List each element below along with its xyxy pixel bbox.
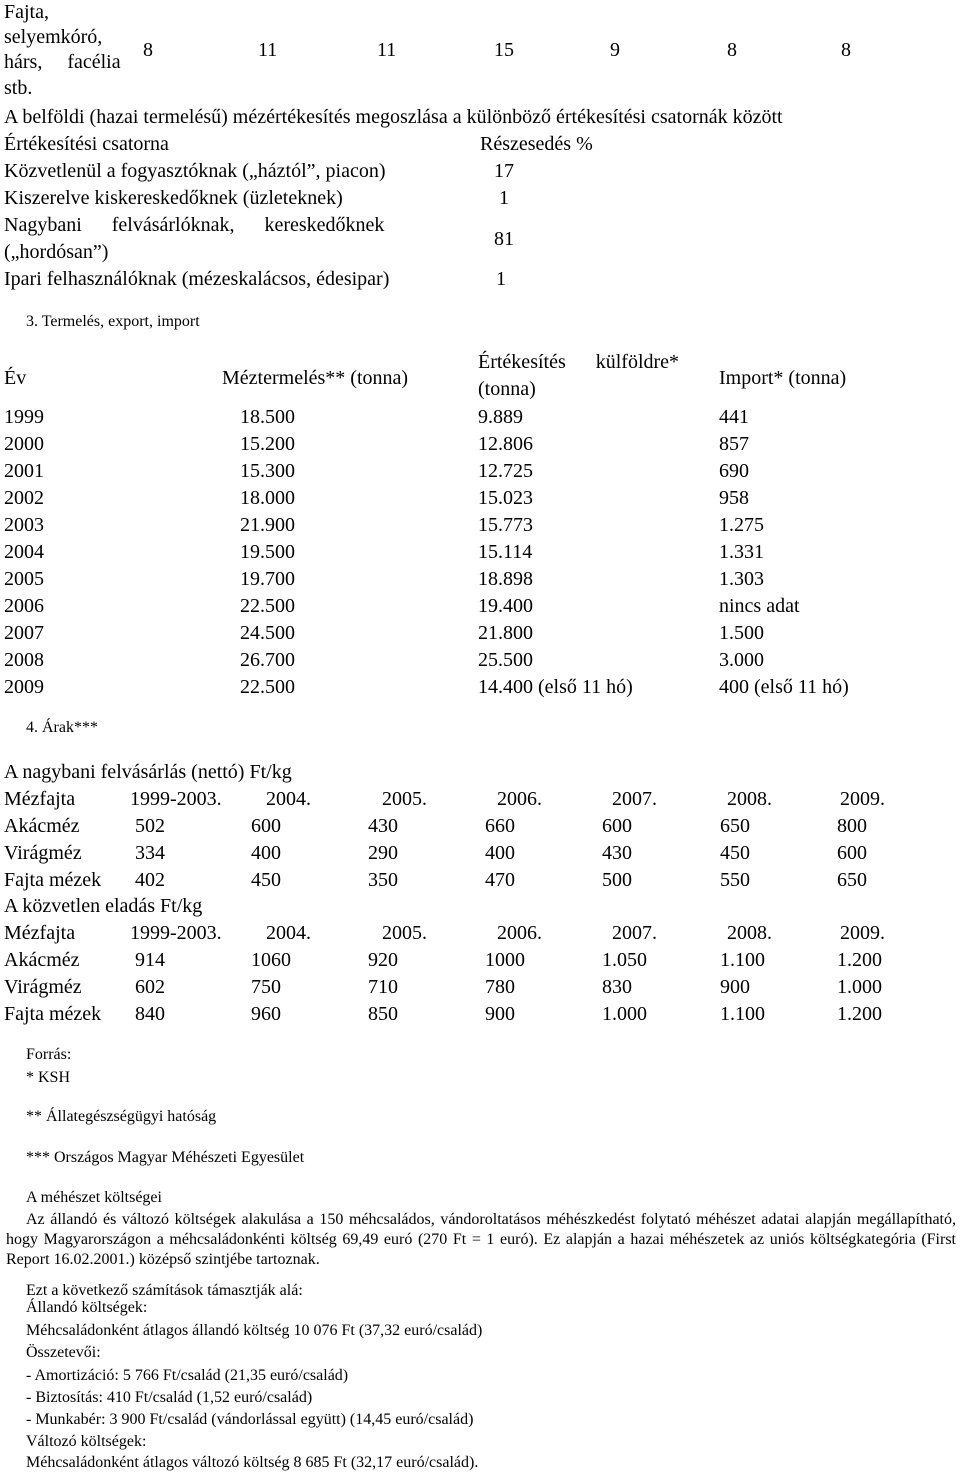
top-row-label-1: Fajta,	[4, 1, 49, 23]
production-cell: 15.200	[240, 433, 295, 455]
price-cell: 400	[485, 842, 515, 864]
price-cell: 502	[135, 815, 165, 837]
price-col-year-header: 2008.	[727, 922, 772, 944]
price-cell: 650	[837, 869, 867, 891]
top-row-label-4: stb.	[4, 77, 33, 99]
costs-line: Állandó költségek:	[26, 1299, 148, 1316]
col-year-header: Év	[4, 367, 27, 389]
price-cell: 1.100	[720, 1003, 765, 1025]
costs-line: - Munkabér: 3 900 Ft/család (vándorlással együtt) (14,45 euró/család)	[26, 1411, 474, 1428]
wholesale-title: A nagybani felvásárlás (nettó) Ft/kg	[4, 761, 292, 783]
costs-line: - Amortizáció: 5 766 Ft/család (21,35 euró/család)	[26, 1367, 349, 1384]
price-cell: 1000	[485, 949, 525, 971]
import-cell: 441	[719, 406, 749, 428]
price-cell: 600	[837, 842, 867, 864]
costs-line: Méhcsaládonként átlagos állandó költség 10 076 Ft (37,32 euró/család)	[26, 1322, 483, 1339]
direct-title: A közvetlen eladás Ft/kg	[4, 895, 203, 917]
top-value: 11	[377, 39, 397, 61]
channel-share: 81	[494, 228, 514, 250]
price-cell: 1.100	[720, 949, 765, 971]
price-cell: 290	[368, 842, 398, 864]
production-cell: 18.000	[240, 487, 295, 509]
year-cell: 1999	[4, 406, 44, 428]
price-cell: 600	[251, 815, 281, 837]
price-cell: 450	[251, 869, 281, 891]
channel-share: 1	[496, 268, 506, 290]
export-cell: 18.898	[478, 568, 533, 590]
costs-line: Összetevői:	[26, 1344, 101, 1361]
export-cell: 14.400 (első 11 hó)	[478, 676, 633, 698]
price-cell: 920	[368, 949, 398, 971]
price-col-year-header: 2007.	[612, 788, 657, 810]
price-cell: 750	[251, 976, 281, 998]
price-cell: 660	[485, 815, 515, 837]
price-cell: 470	[485, 869, 515, 891]
export-cell: 15.773	[478, 514, 533, 536]
honey-type-cell: Virágméz	[4, 976, 82, 998]
channel-share: 17	[494, 160, 514, 182]
price-col-year-header: 2007.	[612, 922, 657, 944]
production-cell: 19.700	[240, 568, 295, 590]
costs-line: Ezt a következő számítások támasztják alá:	[26, 1282, 303, 1299]
costs-heading: A méhészet költségei	[26, 1189, 162, 1206]
costs-intro	[6, 1210, 956, 1270]
channel-label: Közvetlenül a fogyasztóknak („háztól”, piacon)	[4, 160, 386, 182]
price-col-type-header: Mézfajta	[4, 922, 76, 944]
top-value: 8	[143, 39, 153, 61]
import-cell: 1.275	[719, 514, 764, 536]
production-cell: 18.500	[240, 406, 295, 428]
channel-label: Ipari felhasználóknak (mézeskalácsos, édesipar)	[4, 268, 390, 290]
top-value: 11	[258, 39, 278, 61]
price-col-year-header: 1999-2003.	[130, 788, 222, 810]
price-cell: 400	[251, 842, 281, 864]
honey-type-cell: Fajta mézek	[4, 869, 102, 891]
price-col-year-header: 2004.	[266, 922, 311, 944]
price-cell: 1.000	[837, 976, 882, 998]
price-cell: 850	[368, 1003, 398, 1025]
import-cell: 400 (első 11 hó)	[719, 676, 849, 698]
costs-line: Méhcsaládonként átlagos változó költség 8 685 Ft (32,17 euró/család).	[26, 1454, 479, 1471]
price-cell: 402	[135, 869, 165, 891]
price-cell: 1.200	[837, 949, 882, 971]
price-cell: 1.200	[837, 1003, 882, 1025]
year-cell: 2004	[4, 541, 44, 563]
col-production-header: Méztermelés** (tonna)	[222, 367, 409, 389]
export-cell: 12.725	[478, 460, 533, 482]
import-cell: 857	[719, 433, 749, 455]
costs-intro-text: Az állandó és változó költségek alakulása a 150 méhcsaládos, vándoroltatásos méhészkedést folytató méhészet adatai alapján megállapítható, hogy Magyarországon a méhcsaládonkénti költség 69,49 euró (270 Ft = 1 euró). Ez alapján a hazai méhészetek az uniós költségkategória (First Report 16.02.2001.) középső szintjébe tartoznak.	[6, 1211, 956, 1268]
price-cell: 550	[720, 869, 750, 891]
price-cell: 430	[602, 842, 632, 864]
price-cell: 450	[720, 842, 750, 864]
col-export-header-unit: (tonna)	[478, 378, 536, 400]
import-cell: 1.331	[719, 541, 764, 563]
price-cell: 710	[368, 976, 398, 998]
price-cell: 800	[837, 815, 867, 837]
year-cell: 2009	[4, 676, 44, 698]
price-cell: 914	[135, 949, 165, 971]
section-heading: 4. Árak***	[26, 719, 98, 736]
year-cell: 2001	[4, 460, 44, 482]
costs-line: Változó költségek:	[26, 1433, 147, 1450]
export-cell: 21.800	[478, 622, 533, 644]
costs-line: - Biztosítás: 410 Ft/család (1,52 euró/család)	[26, 1389, 313, 1406]
top-value: 15	[494, 39, 514, 61]
export-cell: 15.023	[478, 487, 533, 509]
top-row-label-3: hárs, facélia	[4, 51, 121, 73]
honey-type-cell: Akácméz	[4, 949, 80, 971]
honey-type-cell: Akácméz	[4, 815, 80, 837]
year-cell: 2000	[4, 433, 44, 455]
year-cell: 2007	[4, 622, 44, 644]
price-cell: 650	[720, 815, 750, 837]
col-export-header: Értékesítés külföldre*	[478, 351, 680, 373]
price-cell: 1.050	[602, 949, 647, 971]
price-col-year-header: 2009.	[840, 922, 885, 944]
source-ksh: * KSH	[26, 1069, 71, 1086]
top-value: 9	[610, 39, 620, 61]
price-col-year-header: 1999-2003.	[130, 922, 222, 944]
price-cell: 500	[602, 869, 632, 891]
channel-label: Kiszerelve kiskereskedőknek (üzleteknek)	[4, 187, 343, 209]
channel-label-cont: („hordósan”)	[4, 241, 109, 263]
source-omme: *** Országos Magyar Méhészeti Egyesület	[26, 1149, 305, 1166]
price-col-year-header: 2008.	[727, 788, 772, 810]
honey-type-cell: Fajta mézek	[4, 1003, 102, 1025]
production-cell: 15.300	[240, 460, 295, 482]
section-heading: 3. Termelés, export, import	[26, 313, 200, 330]
price-cell: 960	[251, 1003, 281, 1025]
import-cell: 1.303	[719, 568, 764, 590]
import-cell: 690	[719, 460, 749, 482]
import-cell: 3.000	[719, 649, 764, 671]
production-cell: 22.500	[240, 595, 295, 617]
col-import-header: Import* (tonna)	[719, 367, 847, 389]
top-value: 8	[727, 39, 737, 61]
production-cell: 21.900	[240, 514, 295, 536]
year-cell: 2005	[4, 568, 44, 590]
export-cell: 12.806	[478, 433, 533, 455]
price-cell: 334	[135, 842, 165, 864]
price-col-year-header: 2005.	[382, 788, 427, 810]
top-value: 8	[841, 39, 851, 61]
import-cell: 1.500	[719, 622, 764, 644]
price-col-year-header: 2009.	[840, 788, 885, 810]
source-allat: ** Állategészségügyi hatóság	[26, 1108, 217, 1125]
price-cell: 1.000	[602, 1003, 647, 1025]
year-cell: 2002	[4, 487, 44, 509]
channel-label: Nagybani felvásárlóknak, kereskedőknek	[4, 214, 385, 236]
channel-share: 1	[499, 187, 509, 209]
price-cell: 900	[720, 976, 750, 998]
production-cell: 19.500	[240, 541, 295, 563]
import-cell: 958	[719, 487, 749, 509]
price-cell: 600	[602, 815, 632, 837]
export-cell: 9.889	[478, 406, 523, 428]
production-cell: 26.700	[240, 649, 295, 671]
honey-type-cell: Virágméz	[4, 842, 82, 864]
price-col-year-header: 2006.	[497, 922, 542, 944]
price-col-year-header: 2004.	[266, 788, 311, 810]
year-cell: 2006	[4, 595, 44, 617]
top-row-label-2: selyemkóró,	[4, 26, 103, 48]
price-cell: 602	[135, 976, 165, 998]
production-cell: 24.500	[240, 622, 295, 644]
price-cell: 430	[368, 815, 398, 837]
col-share-header: Részesedés %	[480, 133, 593, 155]
year-cell: 2008	[4, 649, 44, 671]
import-cell: nincs adat	[719, 595, 800, 617]
price-cell: 900	[485, 1003, 515, 1025]
price-cell: 1060	[251, 949, 291, 971]
price-col-year-header: 2006.	[497, 788, 542, 810]
export-cell: 15.114	[478, 541, 533, 563]
year-cell: 2003	[4, 514, 44, 536]
distribution-title: A belföldi (hazai termelésű) mézértékesítés megoszlása a különböző értékesítési csatornák között	[4, 106, 783, 128]
price-col-year-header: 2005.	[382, 922, 427, 944]
price-col-type-header: Mézfajta	[4, 788, 76, 810]
production-cell: 22.500	[240, 676, 295, 698]
price-cell: 830	[602, 976, 632, 998]
export-cell: 19.400	[478, 595, 533, 617]
export-cell: 25.500	[478, 649, 533, 671]
col-channel-header: Értékesítési csatorna	[4, 133, 169, 155]
price-cell: 780	[485, 976, 515, 998]
price-cell: 840	[135, 1003, 165, 1025]
source-label: Forrás:	[26, 1046, 72, 1063]
price-cell: 350	[368, 869, 398, 891]
